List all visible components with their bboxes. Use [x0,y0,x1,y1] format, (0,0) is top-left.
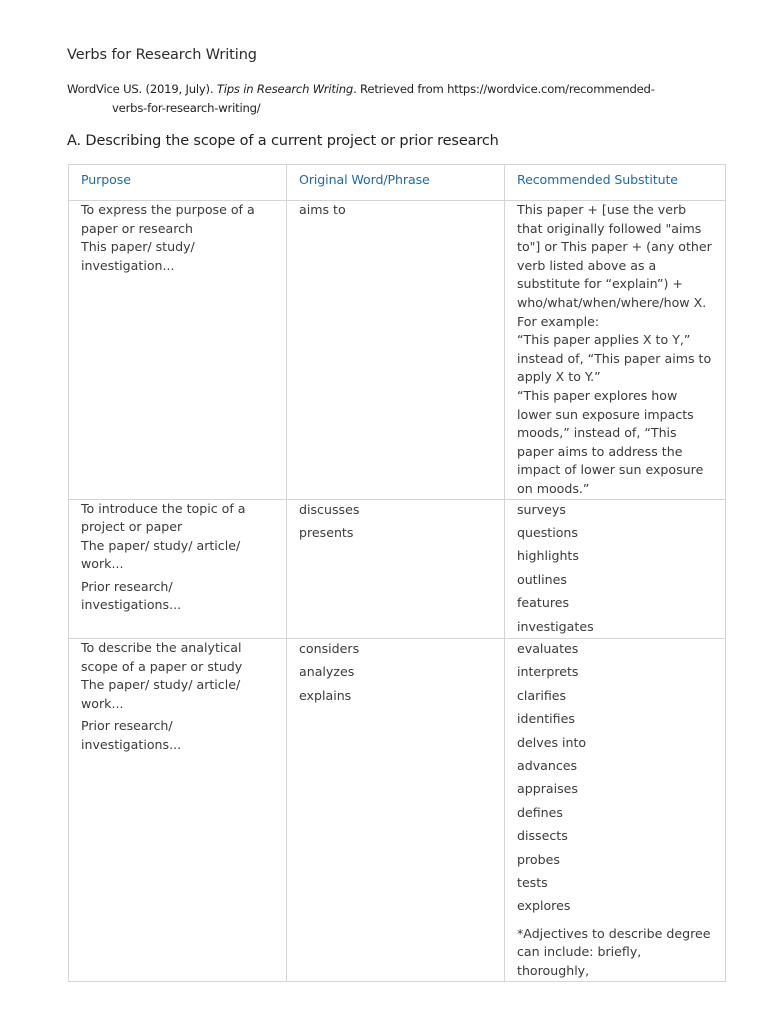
substitute-word: highlights [517,548,579,564]
substitute-text: “This paper explores how lower sun exposure impacts moods,” instead of, “This paper aims to address the impact of lower sun exposure on moods.” [517,387,704,496]
purpose-subject: Prior research/ investigations... [81,718,182,752]
original-cell [287,638,505,981]
substitute-word: probes [517,851,560,867]
citation-work-title: Tips in Research Writing [216,82,354,96]
substitute-word: interprets [517,664,579,680]
original-phrase: discusses [299,501,360,517]
substitute-word: defines [517,804,563,820]
substitute-word: identifies [517,711,575,727]
substitute-word: explores [517,898,571,914]
header-purpose: Purpose [69,165,287,201]
substitute-text: This paper + [use the verb that originally followed "aims to"] or This paper + (any other verb listed above as a substitute for “explain”) + who/what/when/where/how X. [517,202,712,310]
substitute-text: “This paper applies X to Y,” instead of, “This paper aims to apply X to Y.” [517,332,712,385]
table-row [69,201,726,500]
purpose-text: To describe the analytical scope of a paper or study [81,639,243,674]
purpose-subject: The paper/ study/ article/ work... [81,537,241,572]
original-phrase: explains [299,687,352,703]
original-phrase: analyzes [299,664,355,680]
substitute-word: surveys [517,501,566,517]
substitute-word: appraises [517,781,578,797]
substitute-word: tests [517,875,548,890]
original-cell [287,499,505,638]
substitute-word: delves into [517,734,587,750]
adjectives-note: *Adjectives to describe degree can include: briefly, thoroughly, [517,925,711,978]
original-cell [287,201,505,500]
purpose-cell [69,201,287,500]
verbs-table [68,164,726,982]
header-original-word: Original Word/Phrase [287,165,505,201]
substitute-cell [505,201,726,500]
substitute-word: questions [517,524,578,540]
citation [67,80,707,118]
purpose-cell [69,638,287,981]
substitute-word: features [517,595,570,611]
substitute-word: advances [517,757,578,773]
original-phrase: considers [299,640,360,656]
purpose-cell [69,499,287,638]
purpose-text: To express the purpose of a paper or research [81,202,255,236]
substitute-text: For example: [517,313,600,329]
citation-url-continuation: verbs-for-research-writing/ [112,101,261,115]
substitute-word: evaluates [517,640,579,656]
substitute-cell [505,499,726,638]
purpose-text: To introduce the topic of a project or paper [81,500,246,535]
substitute-word: dissects [517,828,568,844]
substitute-word: clarifies [517,687,567,703]
substitute-cell [505,638,726,981]
citation-author-date: WordVice US. (2019, July). [67,82,217,96]
substitute-word: investigates [517,618,594,634]
original-phrase: aims to [299,202,346,217]
purpose-subject: The paper/ study/ article/ work... [81,677,241,711]
section-heading: A. Describing the scope of a current project or prior research [67,133,499,149]
citation-retrieved: . Retrieved from https://wordvice.com/recommended- [353,82,655,96]
table-header-row [69,165,726,201]
table-row [69,499,726,638]
table-row [69,638,726,981]
purpose-subject: Prior research/ investigations... [81,578,182,613]
header-recommended-substitute: Recommended Substitute [505,165,726,201]
purpose-subject: This paper/ study/ investigation... [81,239,195,273]
substitute-word: outlines [517,571,567,587]
document-title: Verbs for Research Writing [67,47,257,63]
original-phrase: presents [299,524,354,540]
